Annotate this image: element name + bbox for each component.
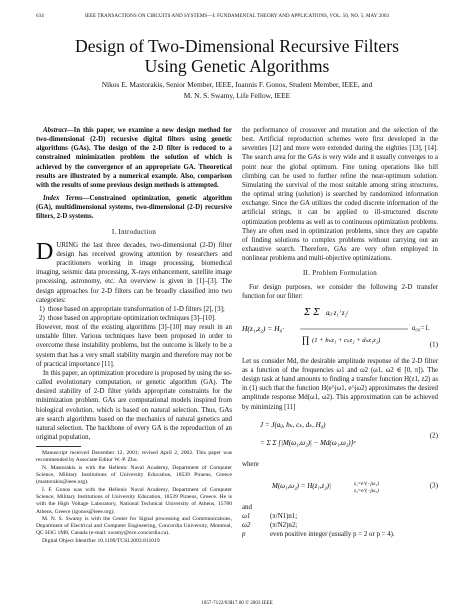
list-item: [36, 305, 232, 314]
svg-text:aᵢⱼ z₁ⁱ z₂ʲ: aᵢⱼ z₁ⁱ z₂ʲ: [326, 308, 349, 317]
footnote: I. F. Gonos was with the Hellenic Naval Academy, Department of Computer Science, Military Institutions of University Education, 18539 Piraeus, Greece. He is with the High Voltage Laboratory, National Technical University of Athens, 15780 Athens, Greece (igonos@ieee.org).: [36, 486, 232, 515]
equation-number: (1): [429, 340, 438, 349]
authors: [20, 80, 454, 101]
equation-1: H(z₁,z₂) = H₀· Σ Σ aᵢⱼ z₁ⁱ z₂ʲ ∏ (1 + bₖz₁ + cₖz₂ + dₖz₁z₂) a₀₀=1. (1): [242, 307, 438, 351]
left-column: [36, 126, 232, 545]
definition-text: (π/N1)n1;: [270, 513, 298, 521]
svg-text:H(z₁,z₂) = H₀·: H(z₁,z₂) = H₀·: [242, 323, 285, 333]
section-2-heading: II. Problem Formulation: [302, 270, 378, 278]
abstract-text: In this paper, we examine a new design method for two-dimensional (2-D) recursive digital filters using genetic algorithms (GAs). The design of the 2-D filter is reduced to a constrained minimization problem the solution of which is achieved by the convergence of an appropriate GA. Theoretical results are illustrated by a numerical example. Also, comparison with the results of some previous design methods is attempted.: [36, 127, 232, 189]
approach-list: [36, 305, 232, 323]
paper-title: [20, 36, 454, 76]
footnote: N. Mastorakis is with the Hellenic Naval Academy, Department of Computer Science, Military Institutions of University Education, 18539 Piraeus, Greece (mastorakis@ieee.org).: [36, 464, 232, 486]
svg-text:z₂=e^(−jω₂): z₂=e^(−jω₂): [354, 488, 379, 494]
definitions: [242, 512, 438, 539]
definition-row: [242, 512, 438, 521]
list-item: [36, 314, 232, 323]
equation-number: (2): [429, 431, 438, 440]
definition-symbol: p: [242, 531, 246, 539]
page-footer: 1057-7122/03$17.00 © 2003 IEEE: [201, 600, 273, 606]
right-paragraph-1: the performance of crossover and mutation and the selection of the best. Artificial reproduction schemes were first developed in the seventies [12] and more were extended during the eighties [13], [14]. The search area for the GAs is very wide and it usually converges to a point near the global optimum. Fine tuning operations like hill climbing can be used to further refine the near-optimum solution. Simulating the survival of the most suitable among string structures, the optimal string (solution) is searched by randomized information exchange. Since the GA utilizes the coded discrete information of the artificial strings, it can be applied to ill-structured discrete optimization problems as well as to continuous optimization problems. They are often used in optimization problems, since they are capable of finding solutions to complex problems without carrying out an exhaustive search. Therefore, GAs are very often employed in nonlinear problems and multi-objective optimizations.: [242, 127, 438, 263]
title-line-2: Using Genetic Algorithms: [144, 56, 330, 76]
page-number: 634: [36, 13, 44, 19]
equation-1-graphic: [242, 307, 412, 351]
svg-text:= Σ Σ [|M(ω₁,ω₂)| − Md(ω₁,ω₂)]: = Σ Σ [|M(ω₁,ω₂)| − Md(ω₁,ω₂)]ᵖ: [260, 438, 356, 447]
footnotes: [36, 450, 232, 545]
title-line-1: Design of Two-Dimensional Recursive Filters: [75, 36, 399, 56]
right-column: [242, 126, 438, 539]
footnote: Digital Object Identifier 10.1109/TCSI.2003.811019: [42, 537, 160, 544]
list-number: 2): [39, 314, 45, 322]
list-text: those based on appropriate transformation of 1-D filters [2], [3];: [48, 305, 225, 313]
footnote: M. N. S. Swamy is with the Center for Signal processing and Communications, Department of Electrical and Computer Engineering, Concordia University, Montreal, QC H3G 1M8, Canada (e-mail: swamy@ece.concordia.ca).: [36, 515, 232, 537]
definition-text: (π/N2)n2;: [270, 522, 298, 530]
intro-paragraph-1: [36, 238, 232, 305]
equation-2: [242, 418, 438, 454]
definition-symbol: ω1: [242, 513, 251, 521]
svg-text:(1 + bₖz₁ + cₖz₂ + dₖz₁z₂): (1 + bₖz₁ + cₖz₂ + dₖz₁z₂): [312, 336, 381, 344]
definition-row: [242, 530, 438, 539]
abstract: [36, 126, 232, 190]
intro-paragraph-3: In this paper, an optimization procedure is proposed by using the so-called evolutionary computation, or genetic algorithm (GA). The desired stability of 2-D filter yields appropriate constraints for the minimization problem. GAs are computational models inspired from biological evolution, which is based on natural selection. Thus, GAs are search algorithms based on the mechanics of natural genetics and natural selection. The backbone of every GA is the reproduction of an original population,: [36, 369, 232, 441]
definition-text: even positive integer (usually p = 2 or p = 4).: [270, 531, 395, 539]
abstract-label: Abstract—: [43, 127, 74, 134]
index-terms-text: Constrained optimization, genetic algorithm (GA), multidimensional systems, two-dimensional (2-D) recursive filters, 2-D systems.: [36, 195, 232, 221]
index-terms: [36, 194, 232, 221]
svg-text:Σ Σ: Σ Σ: [304, 307, 320, 318]
list-number: 1): [39, 305, 45, 313]
and-label: and: [242, 503, 252, 511]
equation-2-graphic: [242, 418, 422, 454]
index-terms-label: Index Terms—: [43, 195, 90, 203]
section-1-heading: I. Introduction: [111, 228, 157, 236]
intro-p1-text: URING the last three decades, two-dimensional (2-D) filter design has received growing attention by researchers and practitioners working in image processing, biomedical imaging, seismic data processing, X-rays enhancement, satellite image processing, astronomy, etc. An overview is given in [1]–[3]. The design approaches for 2-D filters can be broadly classified into two categories:: [36, 241, 232, 304]
svg-text:∏: ∏: [302, 335, 310, 346]
svg-text:z₁=e^(−jω₁): z₁=e^(−jω₁): [354, 481, 379, 487]
equation-3-graphic: [242, 475, 422, 497]
definition-row: [242, 521, 438, 530]
authors-line-2: M. N. S. Swamy, Life Fellow, IEEE: [183, 90, 291, 100]
svg-text:M(ω₁,ω₂) = H(z₁,z₂)|: M(ω₁,ω₂) = H(z₁,z₂)|: [272, 481, 331, 490]
right-paragraph-3: Let us consider Md, the desirable amplitude response of the 2-D filter as a function of the frequencies ω1 and ω2 (ω1, ω2 ∈ [0, π]). The design task at hand amounts to finding a transfer function H(z1, z2) as in (1) such that the function H(e^jω1, e^jω2) approximates the desired amplitude response Md(ω1, ω2). This approximation can be achieved by minimizing [11]: [242, 357, 438, 411]
equation-3: [242, 475, 438, 497]
authors-line-1: Nikos E. Mastorakis, Senior Member, IEEE, Ioannis F. Gonos, Student Member, IEEE, and: [101, 80, 373, 89]
equation-number: (3): [429, 481, 438, 490]
intro-paragraph-2: However, most of the existing algorithms [3]–[10] may result in an unstable filter. Various techniques have been proposed in order to overcome these instability problems, but the outcome is likely to be a system that has a very small stability margin and therefore may not be of practical importance [11].: [36, 324, 232, 368]
footnote-rule: [36, 446, 81, 447]
running-header: IEEE TRANSACTIONS ON CIRCUITS AND SYSTEMS—I: FUNDAMENTAL THEORY AND APPLICATIONS, VOL. 50, NO. 5, MAY 2003: [84, 13, 390, 19]
drop-cap: D: [36, 238, 54, 265]
definition-symbol: ω2: [242, 522, 251, 530]
right-paragraph-2: For design purposes, we consider the following 2-D transfer function for our filter:: [242, 283, 438, 300]
footnote: Manuscript received December 12, 2001; revised April 2, 2002. This paper was recommended by Associate Editor W.-P. Zhu.: [36, 450, 232, 464]
svg-text:J = J(aᵢⱼ, bₖ, cₖ, dₖ, H₀): J = J(aᵢⱼ, bₖ, cₖ, dₖ, H₀): [260, 420, 326, 429]
list-text: those based on appropriate optimization techniques [3]–[10].: [48, 314, 216, 322]
where-label: where: [242, 460, 259, 468]
